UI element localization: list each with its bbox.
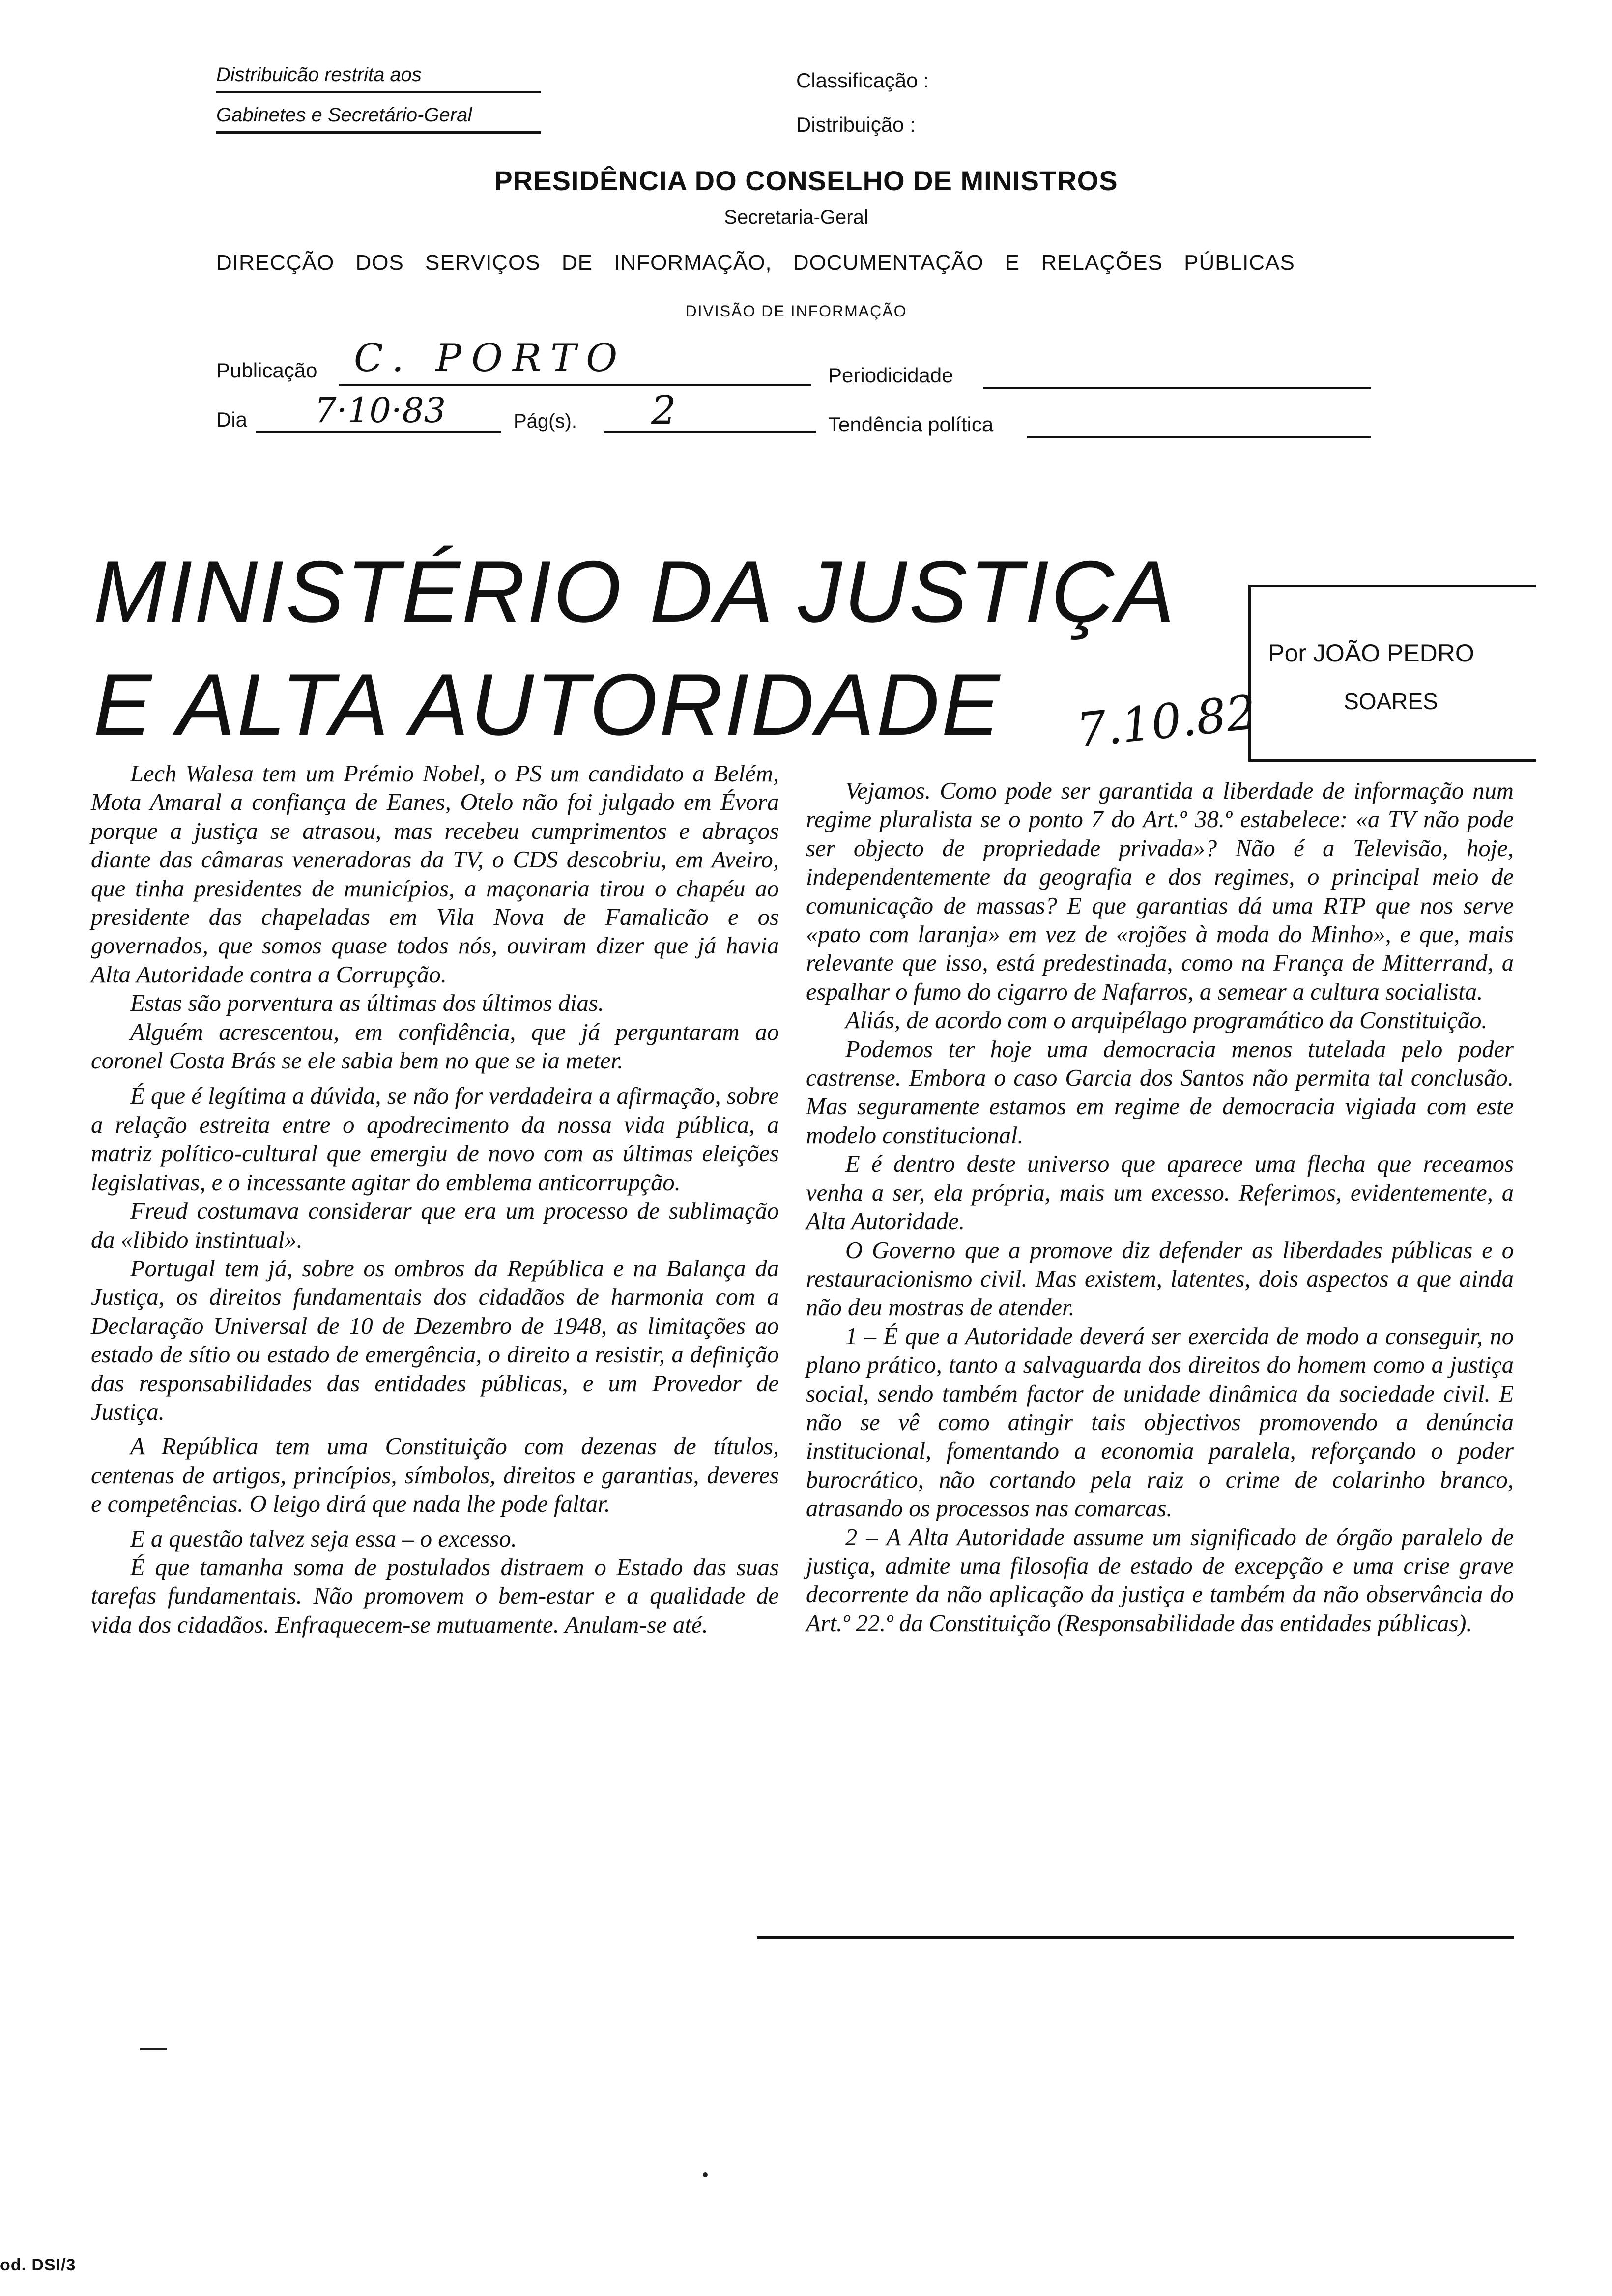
right-paragraph-7: 2 – A Alta Autoridade assume um significado de órgão paralelo de justiça, admite uma filosofia de estado de excepção e uma crise grave decorrente da não aplicação da justiça e também da não observância do Art.º 22.º da Constituição (Responsabilidade das entidades públicas). — [806, 1523, 1514, 1636]
distribution-label: Distribuição : — [796, 113, 916, 136]
classification-label: Classificação : — [796, 69, 929, 92]
headline-line-2: E ALTA AUTORIDADE — [93, 656, 1002, 753]
article-end-rule — [757, 1936, 1514, 1939]
periodicity-field — [983, 354, 1371, 389]
right-paragraph-2: Aliás, de acordo com o arquipélago programático da Constituição. — [845, 1007, 1488, 1034]
scan-mark-dot — [703, 2172, 708, 2177]
left-paragraph-2: Estas são porventura as últimas dos últimos dias. — [130, 990, 604, 1017]
distribution-note — [216, 64, 541, 134]
scan-mark-dash — [140, 2048, 167, 2050]
right-paragraph-5: O Governo que a promove diz defender as liberdades públicas e o restauracionismo civil. Mas existem, latentes, dois aspectos a que ainda não deu mostras de atender. — [806, 1236, 1514, 1321]
left-paragraph-9: É que tamanha soma de postulados distraem o Estado das suas tarefas fundamentais. Não promovem o bem-estar e a qualidade de vida dos cidadãos. Enfraquecem-se mutuamente. Anulam-se até. — [91, 1553, 779, 1638]
right-paragraph-4: E é dentro deste universo que aparece uma flecha que receamos venha a ser, ela própria, mais um excesso. Referimos, evidentemente, a Alta Autoridade. — [806, 1150, 1514, 1235]
left-paragraph-1: Lech Walesa tem um Prémio Nobel, o PS um candidato a Belém, Mota Amaral a confiança de Eanes, Otelo não foi julgado em Évora porque a justiça se atrasou, mas recebeu cumprimentos e abraços diante das câmaras veneradoras da TV, o CDS descobriu, em Aveiro, que tinha presidentes de municípios, a maçonaria tirou o chapéu ao presidente das chapeladas em Vila Nova de Famalicão e os governados, que somos quase todos nós, ouviram dizer que já havia Alta Autoridade contra a Corrupção. — [91, 760, 779, 988]
article-left-column — [91, 759, 779, 1639]
right-paragraph-6: 1 – É que a Autoridade deverá ser exercida de modo a conseguir, no plano prático, tanto a salvaguarda dos direitos do homem como a justiça social, sendo também factor de unidade dinâmica da sociedade civil. E não se vê como atingir tais objectivos promovendo a denúncia institucional, fomentando a economia paralela, reforçando o poder burocrático, não cortando pela raiz o crime de colarinho branco, atrasando os processos nas comarcas. — [806, 1322, 1514, 1522]
left-paragraph-6: Portugal tem já, sobre os ombros da República e na Balança da Justiça, os direitos fundamentais dos cidadãos de harmonia com a Declaração Universal de 10 de Dezembro de 1948, as limitações ao estado de sítio ou estado de emergência, o direito a resistir, a definição das responsabilidades das entidades públicas, e um Provedor de Justiça. — [91, 1255, 779, 1425]
distribution-line-1: Distribuicão restrita aos — [216, 64, 541, 93]
left-paragraph-4: É que é legítima a dúvida, se não for verdadeira a afirmação, sobre a relação estreita entre o apodrecimento da nossa vida pública, a matriz político-cultural que emergiu de novo com as últimas eleições legislativas, e o incessante agitar do emblema anticorrupção. — [91, 1083, 779, 1196]
directorate-line: DIRECÇÃO DOS SERVIÇOS DE INFORMAÇÃO, DOCUMENTAÇÃO E RELAÇÕES PÚBLICAS — [216, 251, 1295, 275]
left-paragraph-3: Alguém acrescentou, em confidência, que já perguntaram ao coronel Costa Brás se ele sabia bem no que se ia meter. — [91, 1018, 779, 1074]
pages-value: 2 — [651, 387, 676, 433]
pages-label: Pág(s). — [514, 410, 577, 432]
left-paragraph-5: Freud costumava considerar que era um processo de sublimação da «libido instintual». — [91, 1198, 779, 1253]
periodicity-label: Periodicidade — [828, 364, 953, 387]
form-code: od. DSI/3 — [0, 2256, 76, 2274]
pages-field — [604, 396, 816, 433]
distribution-line-2: Gabinetes e Secretário-Geral — [216, 104, 541, 134]
right-paragraph-1: Vejamos. Como pode ser garantida a liberdade de informação num regime pluralista se o ponto 7 do Art.º 38.º estabelece: «a TV não pode ser objecto de propriedade privada»? Não é a Televisão, hoje, independentemente da geografia e dos regimes, o principal meio de comunicação de massas? E que garantias dá uma RTP que nos serve «pato com laranja» em vez de «rojões à moda do Minho», e que, mais relevante que isso, está predestinada, como na França de Mitterrand, a espalhar o fumo do cigarro de Nafarros, a semear a cultura socialista. — [806, 777, 1514, 1005]
day-label: Dia — [216, 408, 248, 431]
division-line: DIVISÃO DE INFORMAÇÃO — [685, 302, 907, 320]
org-title: PRESIDÊNCIA DO CONSELHO DE MINISTROS — [494, 165, 1118, 196]
byline-line-1: Por JOÃO PEDRO — [1268, 639, 1474, 667]
left-paragraph-8: E a questão talvez seja essa – o excesso. — [130, 1525, 517, 1552]
org-subtitle: Secretaria-Geral — [724, 206, 868, 228]
byline-line-2: SOARES — [1344, 689, 1438, 714]
publication-label: Publicação — [216, 359, 317, 382]
left-paragraph-7: A República tem uma Constituição com dezenas de títulos, centenas de artigos, princípios, símbolos, direitos e garantias, deveres e competências. O leigo dirá que nada lhe pode faltar. — [91, 1433, 779, 1518]
tendency-label: Tendência política — [828, 413, 994, 436]
publication-value: C. PORTO — [354, 336, 628, 380]
tendency-field — [1027, 403, 1371, 438]
day-value: 7·10·83 — [315, 390, 446, 430]
article-right-column — [806, 776, 1514, 1637]
byline-box — [1248, 585, 1536, 762]
handwritten-date: 7.10.82 — [1074, 685, 1259, 758]
headline-line-1: MINISTÉRIO DA JUSTIÇA — [93, 543, 1177, 640]
right-paragraph-3: Podemos ter hoje uma democracia menos tutelada pelo poder castrense. Embora o caso Garcia dos Santos não permita tal conclusão. Mas seguramente estamos em regime de democracia vigiada com este modelo constitucional. — [806, 1035, 1514, 1148]
